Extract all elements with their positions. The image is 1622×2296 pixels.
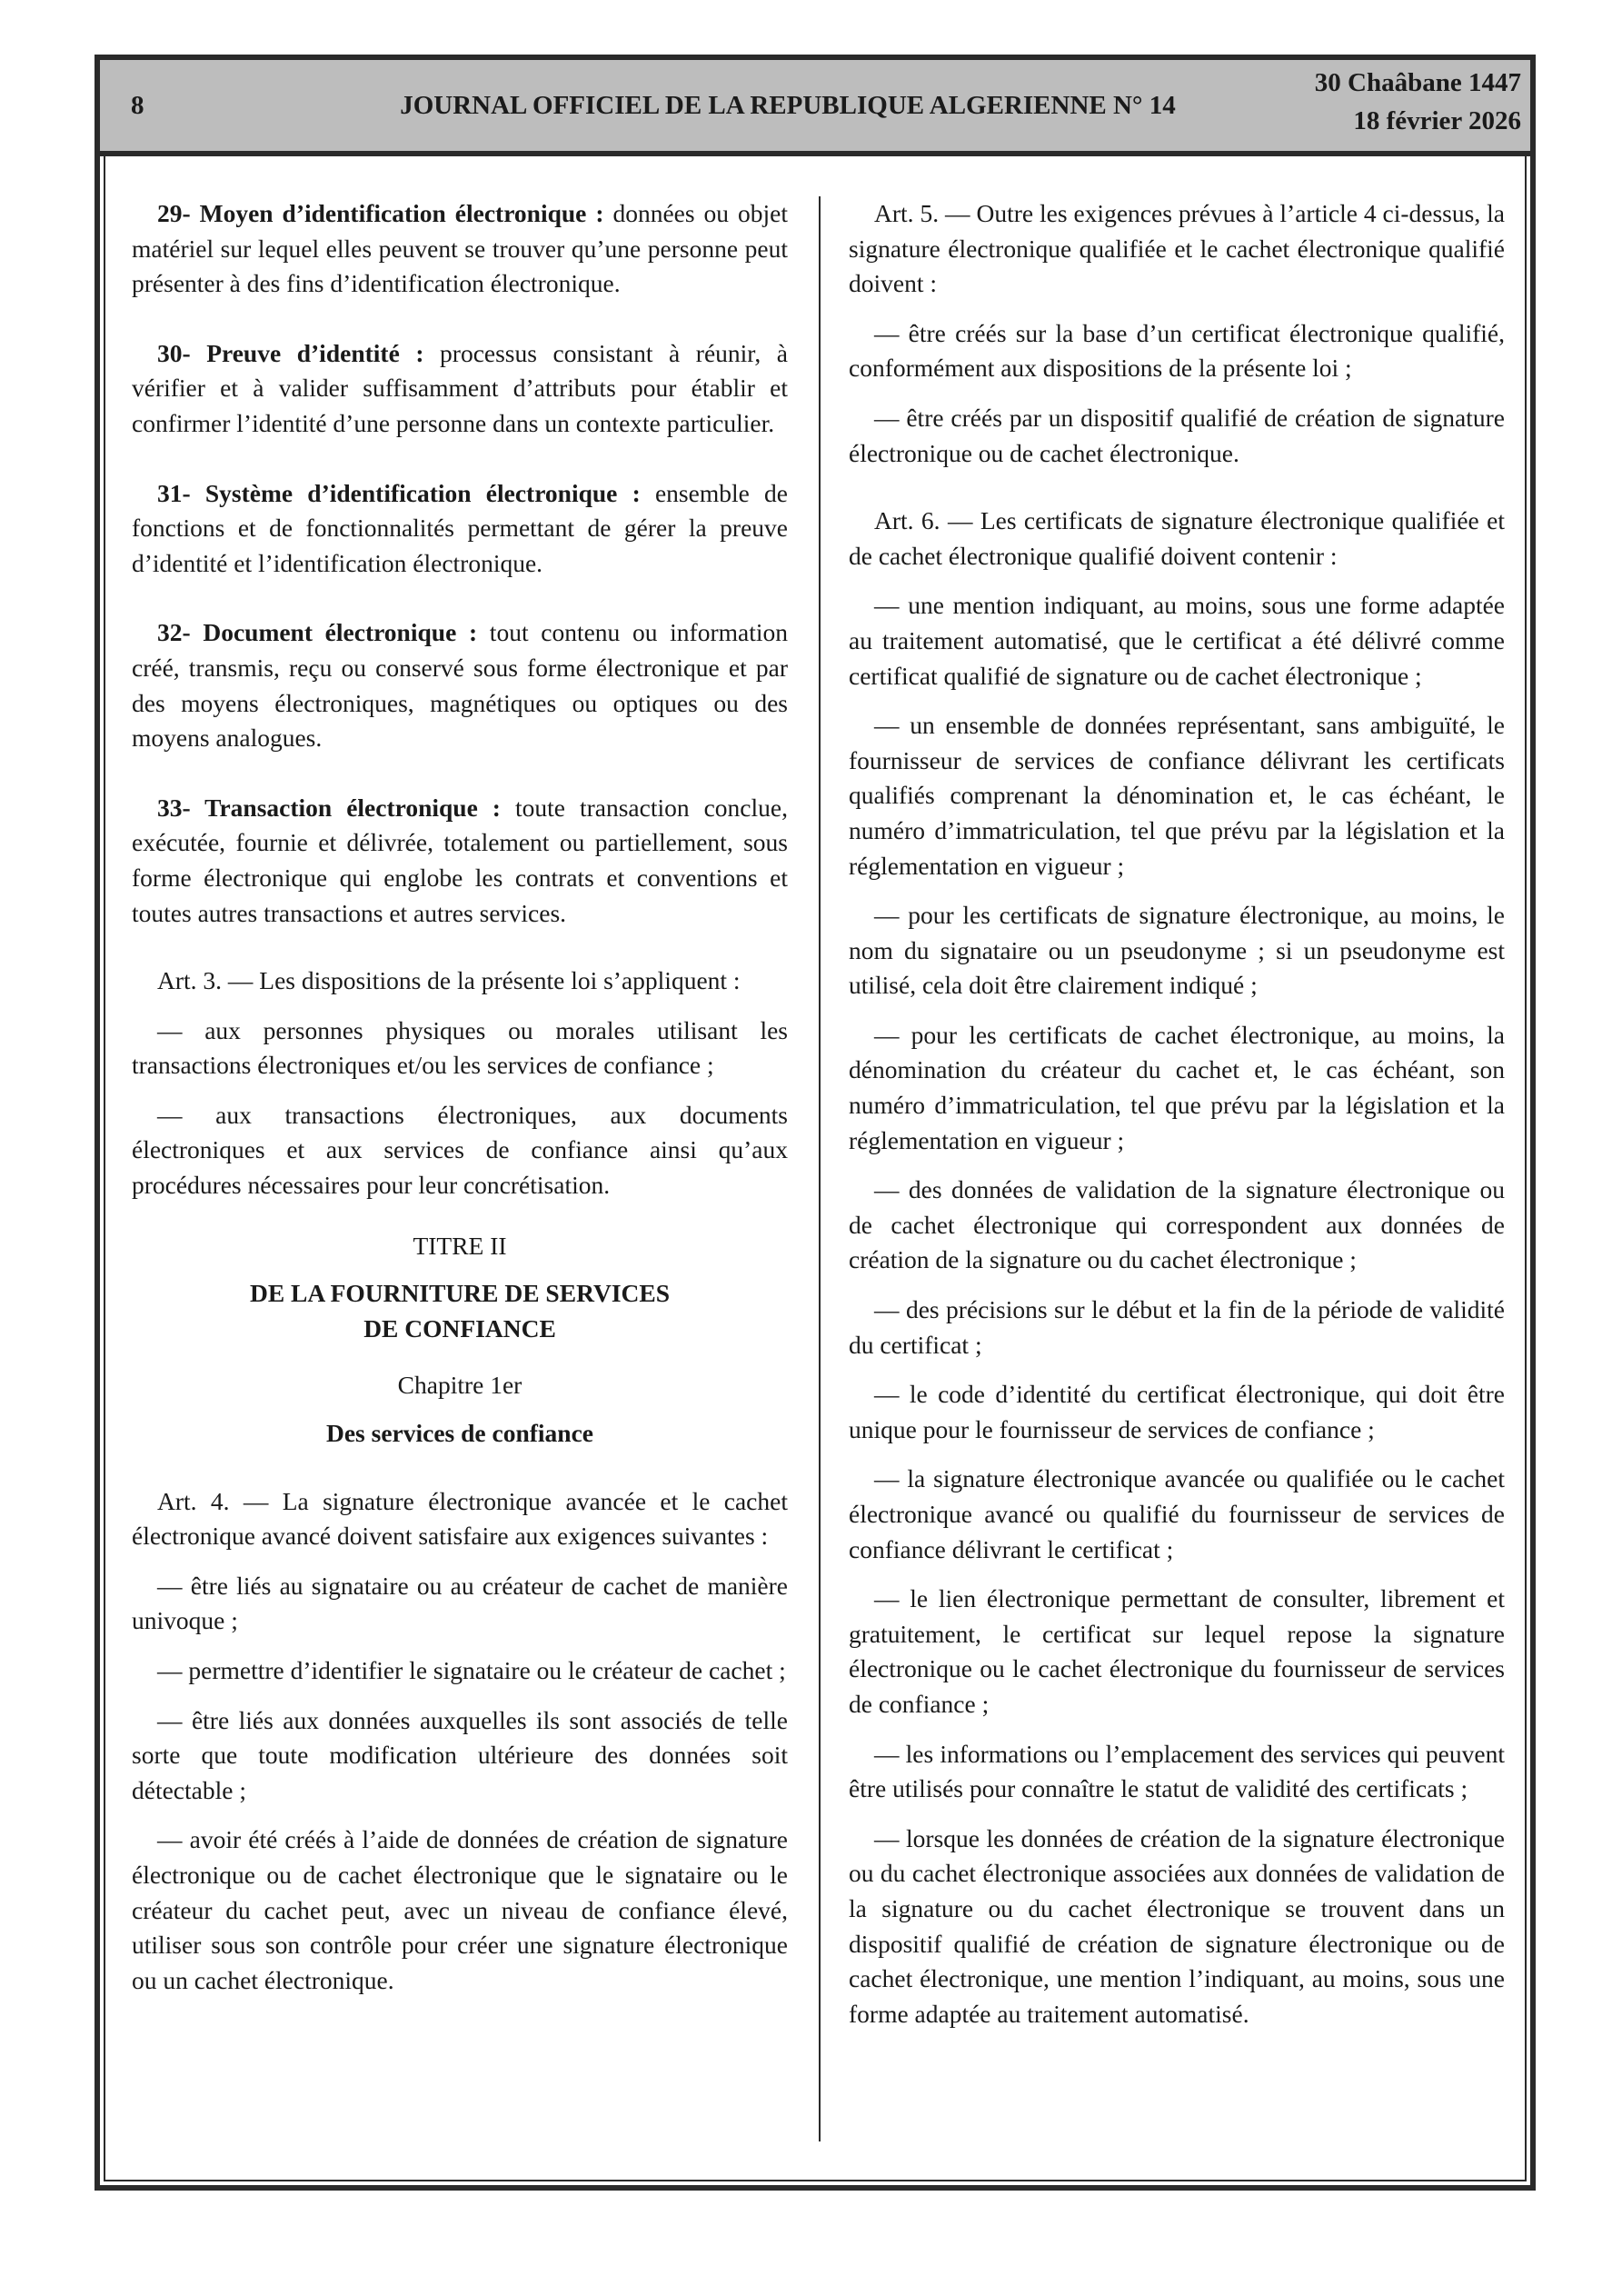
chapter-heading: Chapitre 1er <box>397 1371 522 1400</box>
definition-30: 30- Preuve d’identité : processus consistant à réunir, à vérifier et à valider suffisamment d’attributs pour établir et confirmer l’identité d’une personne dans un contexte particulier. <box>132 338 788 437</box>
list-item: — aux transactions électroniques, aux documents électroniques et aux services de confiance ainsi qu’aux procédures nécessaires pour leur concrétisation. <box>132 1100 788 1200</box>
article-6: Art. 6. — Les certificats de signature électronique qualifiée et de cachet électronique qualifié doivent contenir : <box>849 506 1505 570</box>
list-item: — des précisions sur le début et la fin de la période de validité du certificat ; <box>849 1295 1505 1359</box>
issue-date <box>1315 64 1521 140</box>
gregorian-date: 18 février 2026 <box>1353 106 1521 135</box>
list-item: — être créés par un dispositif qualifié de création de signature électronique ou de cachet électronique. <box>849 403 1505 467</box>
list-item: — un ensemble de données représentant, sans ambiguïté, le fournisseur de services de confiance délivrant les certificats qualifiés comprenant la dénomination et, le cas échéant, le numéro d’immatriculation, tel que prévu par la législation et la réglementation en vigueur ; <box>849 711 1505 880</box>
page-number: 8 <box>131 91 144 120</box>
list-item: — lorsque les données de création de la signature électronique ou du cachet électronique associées aux données de validation de la signature ou du cachet électronique se trouvent dans un dispositif qualifié de création de signature électronique ou de cachet électronique, une mention l’indiquant, au moins, sous une forme adaptée au traitement automatisé. <box>849 1823 1505 2028</box>
list-item: — la signature électronique avancée ou qualifiée ou le cachet électronique avancé ou qualifié du fournisseur de services de confiance délivrant le certificat ; <box>849 1464 1505 1563</box>
list-item: — le lien électronique permettant de consulter, librement et gratuitement, le certificat sur lequel repose la signature électronique ou le cachet électronique du fournisseur de services de confiance ; <box>849 1584 1505 1718</box>
list-item: — être liés au signataire ou au créateur de cachet de manière univoque ; <box>132 1571 788 1635</box>
definition-33: 33- Transaction électronique : toute transaction conclue, exécutée, fournie et délivrée, totalement ou partiellement, sous forme électronique qui englobe les contrats et conventions et toutes autres transactions et autres services. <box>132 793 788 927</box>
right-column <box>849 196 1505 2031</box>
list-item: — des données de validation de la signature électronique ou de cachet électronique qui correspondent aux données de création de la signature ou du cachet électronique ; <box>849 1175 1505 1274</box>
list-item: — permettre d’identifier le signataire ou le créateur de cachet ; <box>157 1656 786 1684</box>
list-item: — être créés sur la base d’un certificat électronique qualifié, conformément aux dispositions de la présente loi ; <box>849 318 1505 383</box>
list-item: — avoir été créés à l’aide de données de création de signature électronique ou de cachet électronique que le signataire ou le créateur du cachet peut, avec un niveau de confiance élevé, utiliser sous son contrôle pour créer une signature électronique ou un cachet électronique. <box>132 1825 788 1994</box>
journal-title: JOURNAL OFFICIEL DE LA REPUBLIQUE ALGERIENNE N° 14 <box>400 91 1176 120</box>
list-item: — pour les certificats de cachet électronique, au moins, la dénomination du créateur du cachet et, le cas échéant, son numéro d’immatriculation, tel que prévu par la législation et la réglementation en vigueur ; <box>849 1020 1505 1154</box>
definition-32: 32- Document électronique : tout contenu ou information créé, transmis, reçu ou conservé sous forme électronique et par des moyens électroniques, magnétiques ou optiques ou des moyens analogues. <box>132 618 788 753</box>
definition-29: 29- Moyen d’identification électronique : données ou objet matériel sur lequel elles peuvent se trouver qu’une personne peut présenter à des fins d’identification électronique. <box>132 199 789 298</box>
article-4: Art. 4. — La signature électronique avancée et le cachet électronique avancé doivent satisfaire aux exigences suivantes : <box>132 1486 788 1551</box>
list-item: — être liés aux données auxquelles ils sont associés de telle sorte que toute modification ultérieure des données soit détectable ; <box>132 1705 788 1804</box>
left-column <box>132 196 788 1998</box>
journal-header <box>100 60 1530 156</box>
article-5: Art. 5. — Outre les exigences prévues à l’article 4 ci-dessus, la signature électronique qualifiée et le cachet électronique qualifié doivent : <box>849 199 1505 298</box>
hijri-date: 30 Chaâbane 1447 <box>1314 68 1521 97</box>
title-heading: TITRE II <box>413 1231 507 1260</box>
list-item: — aux personnes physiques ou morales utilisant les transactions électroniques et/ou les services de confiance ; <box>132 1015 788 1080</box>
title-subheading: DE LA FOURNITURE DE SERVICES DE CONFIANCE <box>249 1279 671 1343</box>
list-item: — une mention indiquant, au moins, sous une forme adaptée au traitement automatisé, que le certificat a été délivré comme certificat qualifié de signature ou de cachet électronique ; <box>849 591 1505 690</box>
list-item: — le code d’identité du certificat électronique, qui doit être unique pour le fournisseur de services de confiance ; <box>849 1380 1505 1443</box>
definition-31: 31- Système d’identification électronique : ensemble de fonctions et de fonctionnalités permettant de gérer la preuve d’identité et l’identification électronique. <box>132 478 788 577</box>
list-item: — pour les certificats de signature électronique, au moins, le nom du signataire ou un pseudonyme ; si un pseudonyme est utilisé, cela doit être clairement indiqué ; <box>849 901 1505 1000</box>
article-3: Art. 3. — Les dispositions de la présente loi s’appliquent : <box>157 966 741 995</box>
list-item: — les informations ou l’emplacement des services qui peuvent être utilisés pour connaître le statut de validité des certificats ; <box>849 1739 1505 1803</box>
chapter-title: Des services de confiance <box>325 1419 593 1448</box>
column-divider <box>819 196 821 2141</box>
page-frame <box>95 55 1536 2191</box>
